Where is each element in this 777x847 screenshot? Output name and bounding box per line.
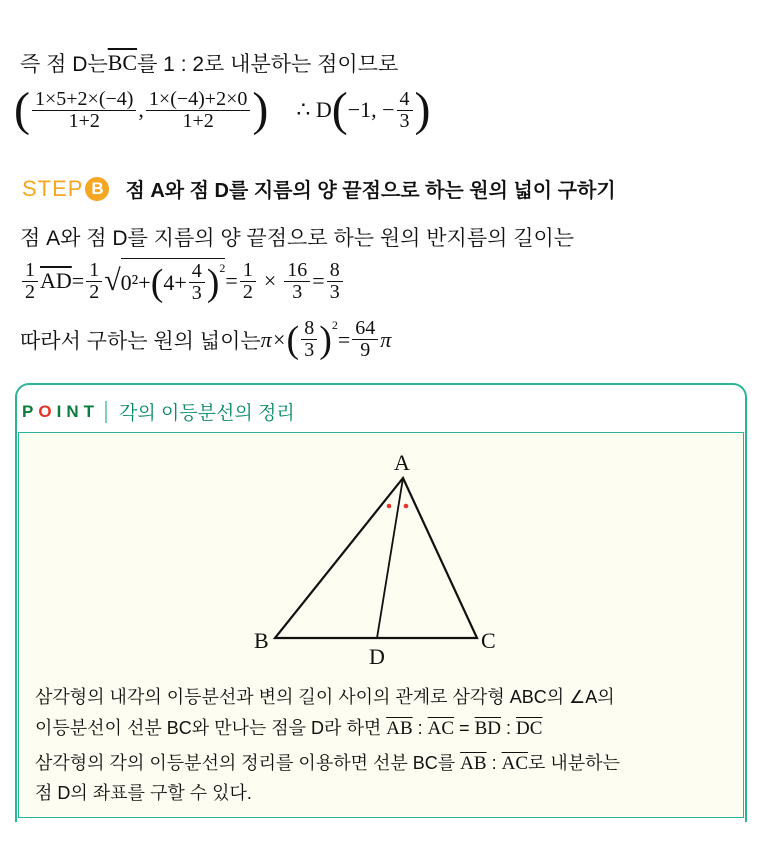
label-c: C [481,628,496,653]
angle-mark [387,504,392,509]
numerator: 64 [352,318,378,340]
triangle-abc [275,478,477,638]
denominator: 3 [329,280,340,303]
pi-times: π× [260,326,287,352]
step-title: 점 A와 점 D를 지름의 양 끝점으로 하는 원의 넓이 구하기 [125,180,616,202]
numerator: 1×5+2×(−4) [32,89,136,111]
point-text-line-3 [35,749,620,775]
segment-bd: $\overline{BD}$ [474,718,501,739]
denominator: 2 [242,280,253,303]
paren: ( [14,83,30,136]
text: 이등분선이 선분 BC와 만나는 점을 D라 하면 [35,718,387,738]
letter: T [83,401,99,421]
segment-ab: $\overline{AB}$ [460,753,487,774]
paren: ) [319,318,332,361]
numerator: 8 [301,318,317,340]
numerator: 1 [86,260,102,282]
point-text-line-2 [35,714,542,740]
text: 로 내분하는 [528,753,620,773]
text: 0²+ [120,269,151,295]
exponent: 2 [219,261,226,275]
equals: = [225,268,238,293]
therefore-d: ∴ D [296,97,332,122]
denominator: 2 [89,280,100,303]
segment-ad: $\overline{AD}$ [40,268,72,293]
angle-mark [404,504,409,509]
segment-ac: $\overline{AC}$ [427,718,455,739]
colon: : [412,718,428,738]
exponent: 2 [331,318,338,332]
pi: π [380,326,392,352]
denominator: 9 [360,339,371,361]
d-coordinates: −1, − [347,97,395,122]
letter: O [38,401,57,421]
step-label: STEP [22,175,84,201]
numerator: 16 [284,260,310,282]
point-text-line-4: 점 D의 좌표를 구할 수 있다. [35,783,252,803]
point-title: 각의 이등분선의 정리 [118,403,295,424]
denominator: 2 [25,280,35,303]
paren: ( [150,261,164,304]
times: × [263,268,277,293]
numerator: 1×(−4)+2×0 [146,89,250,111]
text: 삼각형의 각의 이등분선의 정리를 이용하면 선분 BC를 [35,753,461,773]
paren: ) [206,261,220,304]
denominator: 1+2 [182,109,214,132]
numerator: 4 [397,89,413,111]
segment-bc: $\overline{BC}$ [107,50,138,75]
angle-bisector-ad [377,478,403,638]
denominator: 3 [399,109,410,132]
segment-ac: $\overline{AC}$ [501,753,528,774]
text: 즉 점 D는 [20,53,108,76]
letter: I [56,401,67,421]
equals: = [454,718,475,738]
paren: ( [331,83,348,136]
equals: = [71,268,85,293]
label-b: B [254,628,269,653]
label-a: A [394,450,410,475]
letter: P [22,401,39,421]
denominator: 3 [191,282,202,304]
text: 따라서 구하는 원의 넓이는 [20,329,261,353]
numerator: 1 [22,260,38,282]
equals: = [312,268,325,293]
label-d: D [369,644,385,669]
paren: ) [252,83,269,136]
letter: N [66,401,84,421]
colon: : [486,753,502,773]
text: 를 1 : 2로 내분하는 점이므로 [137,53,399,76]
paren: ( [286,318,300,361]
text: 4+ [163,269,187,295]
numerator: 1 [240,260,256,282]
segment-dc: $\overline{DC}$ [515,718,543,739]
colon: : [500,718,516,738]
numerator: 4 [189,261,205,283]
point-text-line-1: 삼각형의 내각의 이등분선과 변의 길이 사이의 관계로 삼각형 ABC의 ∠A의 [35,687,615,707]
equals: = [337,326,351,352]
comma: , [138,97,144,122]
denominator: 3 [304,339,315,361]
sqrt-sign: √ [104,264,121,297]
denominator: 1+2 [68,109,100,132]
paren: ) [414,83,431,136]
numerator: 8 [327,260,343,282]
segment-ab: $\overline{AB}$ [386,718,413,739]
line-3: 점 A와 점 D를 지름의 양 끝점으로 하는 원의 반지름의 길이는 [20,227,575,250]
step-badge: B [85,177,109,201]
denominator: 3 [292,280,303,303]
